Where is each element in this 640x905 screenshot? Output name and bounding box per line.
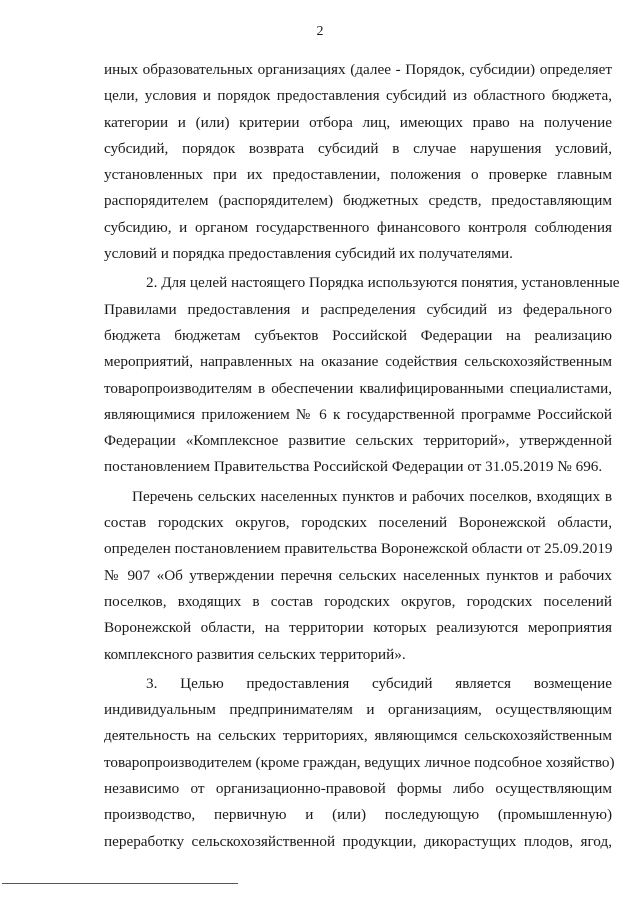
text-line: производство, первичную и (или) последующую (промышленную): [104, 806, 612, 824]
text-line: категории и (или) критерии отбора лиц, имеющих право на получение: [104, 113, 612, 131]
text-line: распорядителем (распорядителем) бюджетных средств, предоставляющим: [104, 192, 612, 210]
text-line: состав городских округов, городских поселений Воронежской области,: [104, 514, 612, 532]
text-line: субсидию, и органом государственного финансового контроля соблюдения: [104, 218, 612, 236]
text-line: установленных при их предоставлении, положения о проверке главным: [104, 166, 612, 184]
text-line: постановлением Правительства Российской Федерации от 31.05.2019 № 696.: [104, 458, 603, 476]
text-line: товаропроизводителям в обеспечении квалифицированными специалистами,: [104, 379, 612, 397]
text-line: бюджета бюджетам субъектов Российской Федерации на реализацию: [104, 326, 612, 344]
paragraph-1: [104, 57, 612, 267]
document-body: [104, 57, 620, 855]
text-line: Воронежской области, на территории которых реализуются мероприятия: [104, 619, 612, 637]
text-line: определен постановлением правительства Воронежской области от 25.09.2019: [104, 540, 613, 558]
footer-divider: [2, 883, 238, 884]
text-line: 2. Для целей настоящего Порядка используются понятия, установленные: [146, 274, 620, 292]
paragraph-3: [104, 484, 612, 668]
paragraph-4: [104, 671, 615, 855]
text-line: Федерации «Комплексное развитие сельских территорий», утвержденной: [104, 432, 612, 450]
text-line: цели, условия и порядок предоставления субсидий из областного бюджета,: [104, 87, 612, 105]
text-line: иных образовательных организациях (далее - Порядок, субсидии) определяет: [104, 61, 612, 78]
text-line: субсидий, порядок возврата субсидий в случае нарушения условий,: [104, 139, 612, 157]
text-line: независимо от организационно-правовой формы либо осуществляющим: [104, 780, 612, 798]
text-line: 3. Целью предоставления субсидий является возмещение: [146, 674, 612, 692]
text-line: переработку сельскохозяйственной продукции, дикорастущих плодов, ягод,: [104, 832, 612, 850]
text-line: поселков, входящих в состав городских округов, городских поселений: [104, 592, 612, 610]
page-number: 2: [316, 24, 324, 39]
text-line: Правилами предоставления и распределения субсидий из федерального: [104, 300, 612, 318]
text-line: № 907 «Об утверждении перечня сельских населенных пунктов и рабочих: [104, 566, 612, 584]
text-line: мероприятий, направленных на оказание содействия сельскохозяйственным: [104, 353, 612, 371]
text-line: являющимися приложением № 6 к государственной программе Российской: [104, 405, 612, 423]
text-line: индивидуальным предпринимателям и организациям, осуществляющим: [104, 701, 612, 719]
text-line: деятельность на сельских территориях, являющимся сельскохозяйственным: [104, 727, 612, 745]
paragraph-2: [104, 270, 620, 480]
text-line: комплексного развития сельских территорий».: [104, 645, 406, 663]
text-line: товаропроизводителем (кроме граждан, ведущих личное подсобное хозяйство): [104, 753, 615, 771]
text-line: Перечень сельских населенных пунктов и рабочих поселков, входящих в: [132, 487, 612, 505]
text-line: условий и порядка предоставления субсидий их получателями.: [104, 245, 513, 263]
